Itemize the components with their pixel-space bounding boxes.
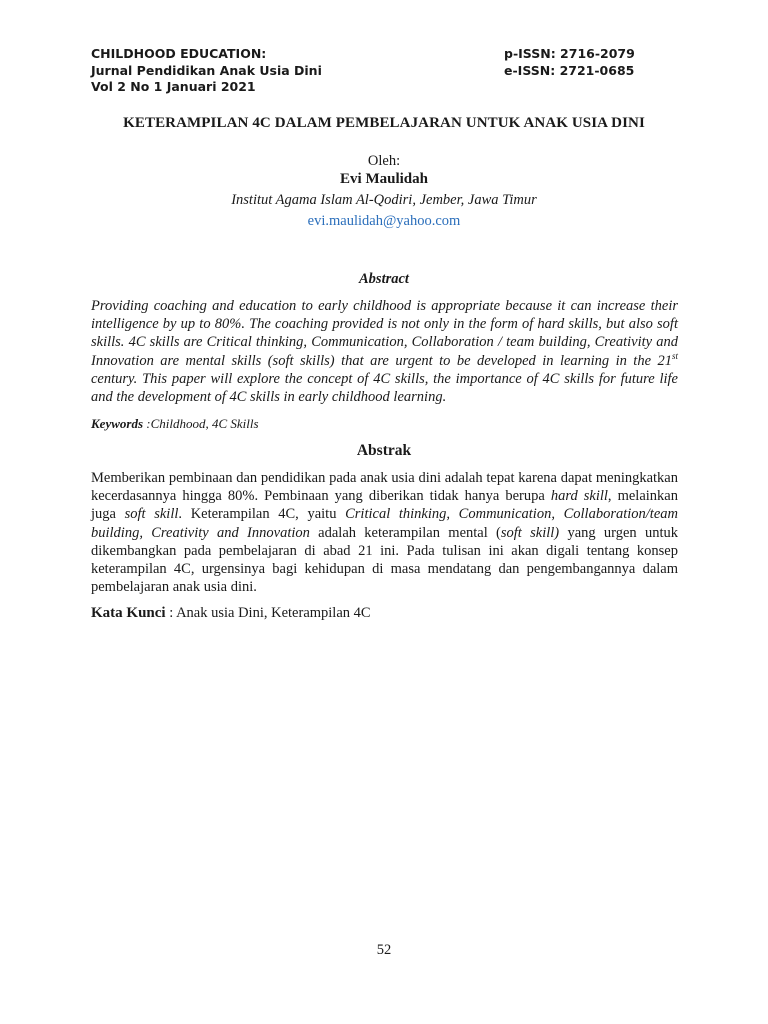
journal-subtitle: Jurnal Pendidikan Anak Usia Dini — [91, 62, 322, 78]
kata-kunci-value: : Anak usia Dini, Keterampilan 4C — [165, 605, 371, 621]
abstrak-seg-4: soft skill — [124, 506, 179, 523]
issn-info — [504, 46, 635, 79]
author-affiliation: Institut Agama Islam Al-Qodiri, Jember, Jawa Timur — [231, 192, 537, 208]
ordinal-superscript: st — [671, 350, 678, 361]
abstrak-seg-2: hard skill — [550, 488, 608, 505]
abstrak-seg-7: adalah keterampilan mental ( — [309, 524, 501, 541]
abstrak-seg-1: Memberikan pembinaan dan pendidikan pada anak usia dini adalah tepat karena dapat meningkatkan kecerdasannya hingga 80%. Pembinaan yang diberikan tidak hanya berupa — [91, 470, 678, 505]
author-name: Evi Maulidah — [340, 171, 428, 187]
journal-volume: Vol 2 No 1 Januari 2021 — [91, 79, 256, 94]
abstrak-seg-8: soft skill) — [500, 524, 560, 541]
keywords-label: Keywords — [91, 416, 143, 431]
kata-kunci-line — [91, 605, 371, 622]
abstrak-seg-9: yang urgen untuk dikembangkan pada pembelajaran di abad 21 ini. Pada tulisan ini akan digali tentang konsep keterampilan 4C, urgensinya bagi kehidupan di masa mendatang dan pengembangannya dalam pembelajaran anak usia dini. — [91, 524, 679, 596]
keywords-value: :Childhood, 4C Skills — [146, 416, 259, 431]
abstract-text-part-2: century. This paper will explore the concept of 4C skills, the importance of 4C skills for future life and the development of 4C skills in early childhood learning. — [91, 370, 678, 406]
abstrak-seg-3: , melainkan juga — [91, 488, 678, 523]
abstract-english-text — [91, 297, 678, 406]
abstract-text-part-1: Providing coaching and education to early childhood is appropriate because it can increase their intelligence by up to 80%. The coaching provided is not only in the form of hard skills, but also soft skills. 4C skills are Critical thinking, Communication, Collaboration / team building, Creativity and Innovation are mental skills (soft skills) that are urgent to be developed in learning in the 21 — [91, 298, 678, 369]
abstrak-seg-6: Critical thinking, Communication, Collaboration/team building, Creativity and Innovation — [91, 506, 678, 541]
author-email-link[interactable]: evi.maulidah@yahoo.com — [307, 213, 461, 229]
journal-info — [91, 46, 322, 96]
keywords-line — [91, 416, 259, 432]
abstrak-seg-5: . Keterampilan 4C, yaitu — [178, 506, 346, 523]
abstrak-indonesian-text — [91, 469, 678, 596]
abstrak-heading: Abstrak — [356, 442, 412, 459]
paper-title: KETERAMPILAN 4C DALAM PEMBELAJARAN UNTUK ANAK USIA DINI — [123, 115, 645, 131]
journal-name: CHILDHOOD EDUCATION: — [91, 46, 267, 61]
page-number: 52 — [376, 942, 392, 958]
kata-kunci-label: Kata Kunci — [91, 605, 166, 621]
byline-oleh: Oleh: — [367, 153, 401, 169]
e-issn: e-ISSN: 2721-0685 — [504, 62, 635, 78]
abstract-heading: Abstract — [359, 271, 409, 287]
p-issn: p-ISSN: 2716-2079 — [504, 46, 635, 61]
